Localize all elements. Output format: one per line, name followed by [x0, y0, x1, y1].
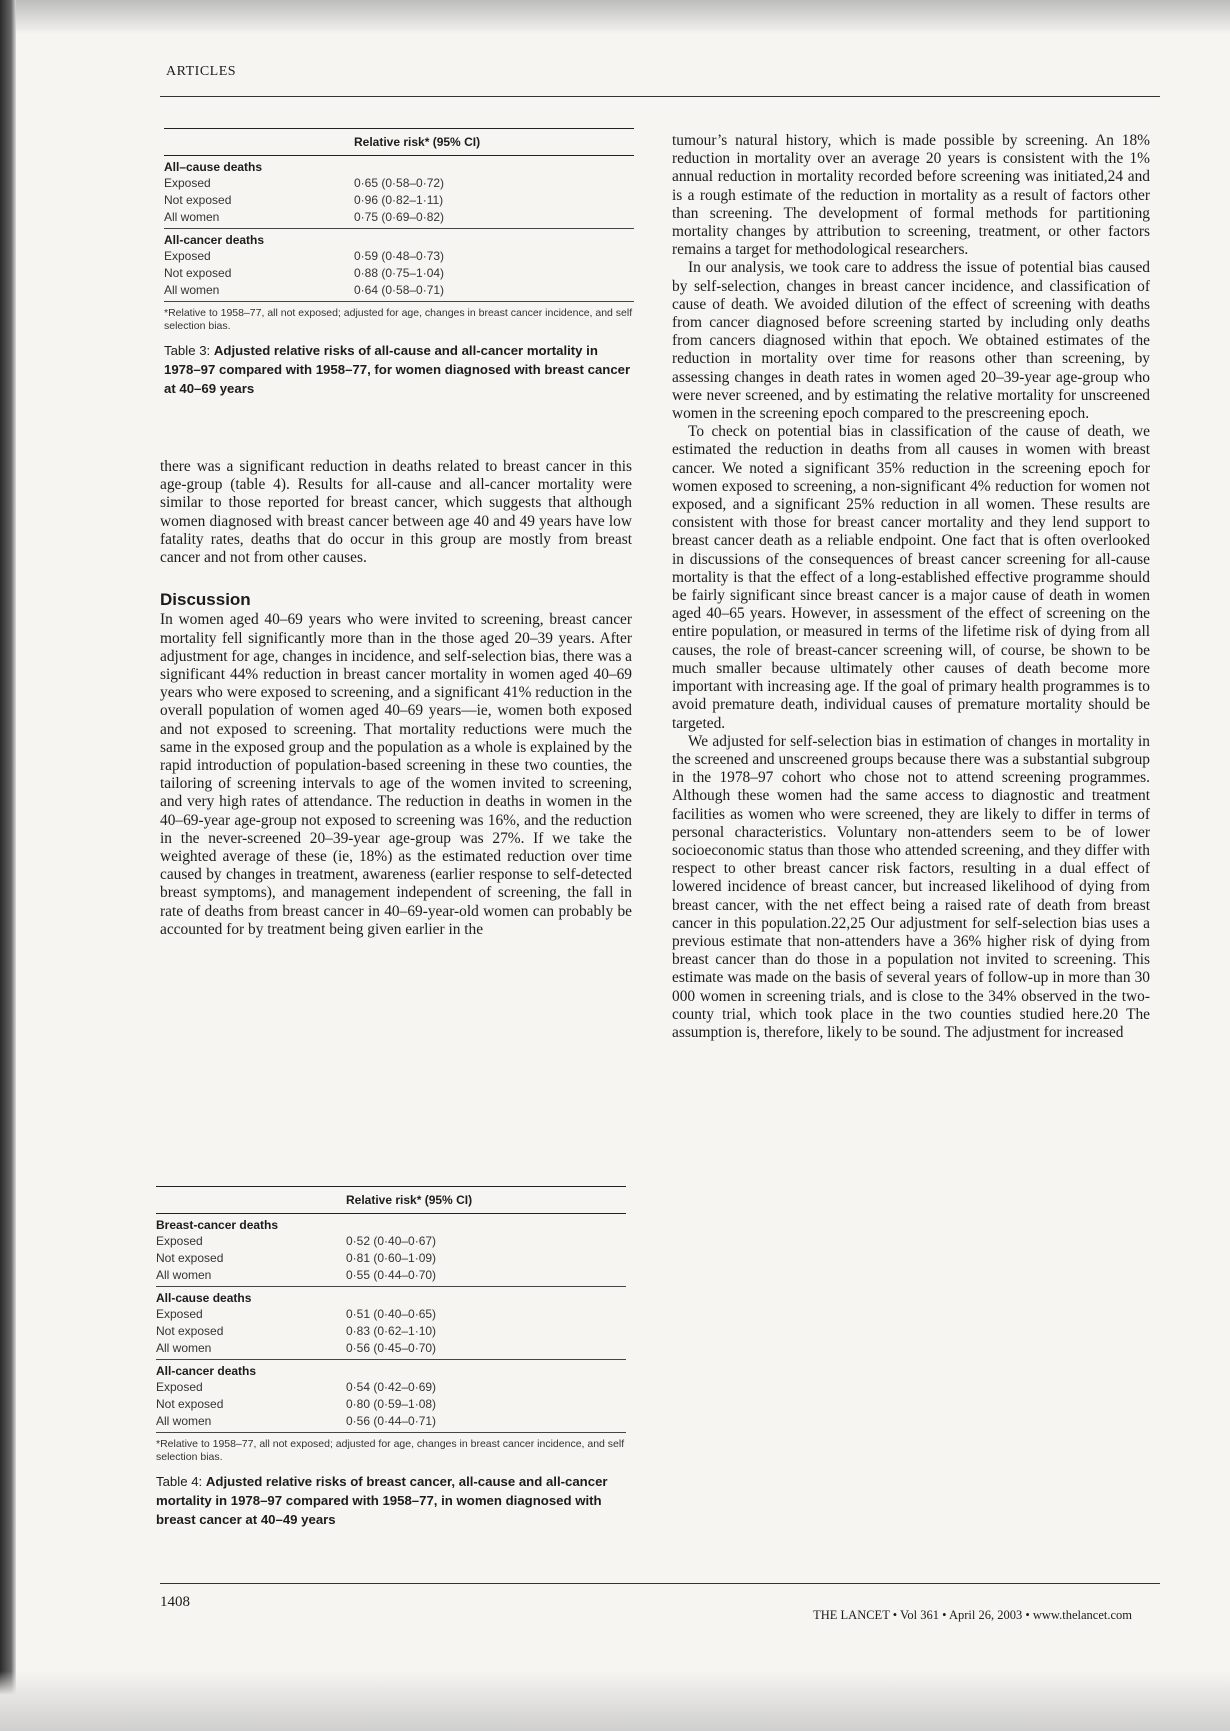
group-title: All-cancer deaths — [156, 1364, 257, 1378]
caption-label: Table 4: — [156, 1474, 203, 1489]
row-label: Not exposed — [164, 193, 232, 207]
row-value: 0·59 (0·48–0·73) — [354, 249, 445, 263]
table-group — [156, 1287, 626, 1360]
table-row — [156, 1250, 626, 1267]
table-3 — [164, 128, 634, 398]
scan-shadow-left — [0, 0, 16, 1731]
row-label: Exposed — [156, 1380, 203, 1394]
discussion-heading: Discussion — [160, 590, 251, 610]
header-rule — [160, 96, 1160, 97]
caption-text: Adjusted relative risks of all-cause and all-cancer mortality in 1978–97 compared with 1958–77, for women diagnosed with breast cancer at 40–69 years — [164, 343, 631, 396]
row-value: 0·80 (0·59–1·08) — [346, 1397, 437, 1411]
row-value: 0·81 (0·60–1·09) — [346, 1251, 437, 1265]
row-label: Not exposed — [156, 1324, 224, 1338]
scan-shadow-bottom — [0, 1671, 1230, 1731]
table-group — [164, 229, 634, 302]
row-value: 0·54 (0·42–0·69) — [346, 1380, 437, 1394]
footer-rule — [160, 1583, 1160, 1584]
row-label: Exposed — [164, 249, 211, 263]
table-row — [164, 192, 634, 209]
row-label: Not exposed — [164, 266, 232, 280]
row-value: 0·56 (0·44–0·71) — [346, 1414, 437, 1428]
row-value: 0·83 (0·62–1·10) — [346, 1324, 437, 1338]
table-row — [156, 1340, 626, 1357]
table-row — [156, 1323, 626, 1340]
table-row — [156, 1233, 626, 1250]
table-row — [156, 1306, 626, 1323]
row-label: All women — [156, 1268, 212, 1282]
row-value: 0·75 (0·69–0·82) — [354, 210, 445, 224]
row-value: 0·56 (0·45–0·70) — [346, 1341, 437, 1355]
table-caption — [156, 1472, 626, 1529]
row-label: All women — [164, 283, 220, 297]
row-value: 0·65 (0·58–0·72) — [354, 176, 445, 190]
page-number: 1408 — [160, 1594, 190, 1610]
row-label: All women — [156, 1341, 212, 1355]
row-value: 0·51 (0·40–0·65) — [346, 1307, 437, 1321]
table-footnote: *Relative to 1958–77, all not exposed; adjusted for age, changes in breast cancer incidence, and self selection bias. — [164, 307, 633, 332]
row-label: Exposed — [156, 1234, 203, 1248]
paragraph: there was a significant reduction in deaths related to breast cancer in this age-group (table 4). Results for all-cause and all-cancer mortality were similar to those reported for breast cancer, which suggests that although women diagnosed with breast cancer between age 40 and 49 years have low fatality rates, deaths that do occur in this group are mostly from breast cancer and not from other causes. — [160, 458, 632, 567]
paragraph: In our analysis, we took care to address the issue of potential bias caused by self-selection, changes in breast cancer incidence, and classification of cause of death. We avoided dilution of the effect of screening with deaths from cancer diagnosed before screening started by including only deaths from cancers diagnosed within that epoch. We obtained estimates of the reduction in mortality over time for reasons other than screening, by assessing changes in death rates in women aged 20–39-year age-group who were never screened, and by estimating the relative mortality for unscreened women in the screening epoch compared to the prescreening epoch. — [672, 259, 1150, 423]
table-row — [164, 209, 634, 226]
row-label: Not exposed — [156, 1251, 224, 1265]
table-row — [164, 265, 634, 282]
table-row — [156, 1267, 626, 1284]
row-value: 0·96 (0·82–1·11) — [354, 193, 444, 207]
table-header-row — [164, 129, 634, 156]
row-label: All women — [156, 1414, 212, 1428]
row-value: 0·64 (0·58–0·71) — [354, 283, 445, 297]
table-row — [156, 1413, 626, 1430]
row-value: 0·88 (0·75–1·04) — [354, 266, 445, 280]
row-label: Not exposed — [156, 1397, 224, 1411]
group-title: Breast-cancer deaths — [156, 1218, 279, 1232]
scan-shadow-top — [0, 0, 1230, 34]
row-value: 0·52 (0·40–0·67) — [346, 1234, 437, 1248]
group-title: All–cause deaths — [164, 160, 263, 174]
table-row — [156, 1396, 626, 1413]
table-caption — [164, 341, 634, 398]
row-label: Exposed — [156, 1307, 203, 1321]
journal-citation: THE LANCET • Vol 361 • April 26, 2003 • www.thelancet.com — [813, 1608, 1132, 1622]
table-footnote: *Relative to 1958–77, all not exposed; adjusted for age, changes in breast cancer incidence, and self selection bias. — [156, 1438, 625, 1463]
group-title: All-cause deaths — [156, 1291, 252, 1305]
caption-text: Adjusted relative risks of breast cancer, all-cause and all-cancer mortality in 1978–97 compared with 1958–77, in women diagnosed with breast cancer at 40–49 years — [156, 1474, 608, 1527]
table-row — [164, 175, 634, 192]
table-group — [156, 1214, 626, 1287]
column-header: Relative risk* (95% CI) — [346, 1193, 473, 1207]
paragraph: In women aged 40–69 years who were invited to screening, breast cancer mortality fell significantly more than in the those aged 20–39 years. After adjustment for age, changes in incidence, and self-selection bias, there was a significant 44% reduction in breast cancer mortality in women aged 40–69 years who were exposed to screening, and a significant 41% reduction in the overall population of women aged 40–69 years—ie, women both exposed and not exposed to screening. That mortality reductions were much the same in the exposed group and the population as a whole is explained by the rapid introduction of population-based screening in these two counties, the tailoring of screening intervals to age of the women invited to screening, and very high rates of attendance. The reduction in deaths in women in the 40–69-year age-group not exposed to screening was 16%, and the reduction in the never-screened 20–39-year age-group was 27%. If we take the weighted average of these (ie, 18%) as the estimated reduction over time caused by changes in treatment, awareness (earlier response to self-detected breast symptoms), and management independent of screening, the fall in rate of deaths from breast cancer in 40–69-year-old women can probably be accounted for by treatment being given earlier in the — [160, 611, 632, 938]
row-label: All women — [164, 210, 220, 224]
table-row — [164, 282, 634, 299]
row-label: Exposed — [164, 176, 211, 190]
table-row — [164, 248, 634, 265]
caption-label: Table 3: — [164, 343, 211, 358]
row-value: 0·55 (0·44–0·70) — [346, 1268, 437, 1282]
column-header: Relative risk* (95% CI) — [354, 135, 481, 149]
right-column-text — [672, 132, 1150, 1042]
paragraph: We adjusted for self-selection bias in estimation of changes in mortality in the screened and unscreened groups because there was a substantial subgroup in the 1978–97 cohort who chose not to attend screening programmes. Although these women had the same access to diagnostic and treatment facilities as women who were screened, they are likely to differ in terms of personal characteristics. Voluntary non-attenders seem to be of lower socioeconomic status than those who attended screening, and they differ with respect to other breast cancer risk factors, resulting in a dual effect of lowered incidence of breast cancer, but increased likelihood of dying from breast cancer, with the net effect being a raised rate of death from breast cancer in this population.22,25 Our adjustment for self-selection bias uses a previous estimate that non-attenders have a 36% higher risk of dying from breast cancer than do those in a population not invited to screening. This estimate was made on the basis of several years of follow-up in more than 30 000 women in screening trials, and is close to the 34% observed in the two-county trial, which took place in the two counties studied here.20 The assumption is, therefore, likely to be sound. The adjustment for increased — [672, 732, 1150, 1041]
left-column-text — [160, 458, 632, 939]
table-header-row — [156, 1187, 626, 1214]
paragraph: To check on potential bias in classification of the cause of death, we estimated the reduction in deaths from all causes in women with breast cancer. We noted a significant 35% reduction in the screening epoch for women exposed to screening, a non-significant 4% reduction for women not exposed, and a significant 25% reduction in all women. These results are consistent with those for breast cancer mortality and they lend support to breast cancer death as a reliable endpoint. One fact that is often overlooked in discussions of the consequences of breast cancer screening for all-cause mortality is that the effect of a long-established effective programme should be fairly significant since breast cancer is a major cause of death in women aged 40–65 years. However, in assessment of the effect of screening on the entire population, or measured in terms of the lifetime risk of dying from all causes, the role of breast-cancer screening will, of course, be shown to be much smaller because ultimately other causes of death become more important with increasing age. If the goal of primary health programmes is to avoid premature death, individual causes of premature mortality should be targeted. — [672, 423, 1150, 732]
table-group — [156, 1360, 626, 1433]
table-4 — [156, 1186, 626, 1529]
table-row — [156, 1379, 626, 1396]
section-label: ARTICLES — [166, 64, 237, 79]
group-title: All-cancer deaths — [164, 233, 265, 247]
paragraph: tumour’s natural history, which is made possible by screening. An 18% reduction in mortality over an average 20 years is consistent with the 1% annual reduction in mortality recorded before screening was initiated,24 and is a rough estimate of the reduction in mortality as a result of factors other than screening. The development of formal methods for partitioning mortality changes by attribution to screening, treatment, or other factors remains a target for methodological researchers. — [672, 132, 1150, 259]
table-group — [164, 156, 634, 229]
